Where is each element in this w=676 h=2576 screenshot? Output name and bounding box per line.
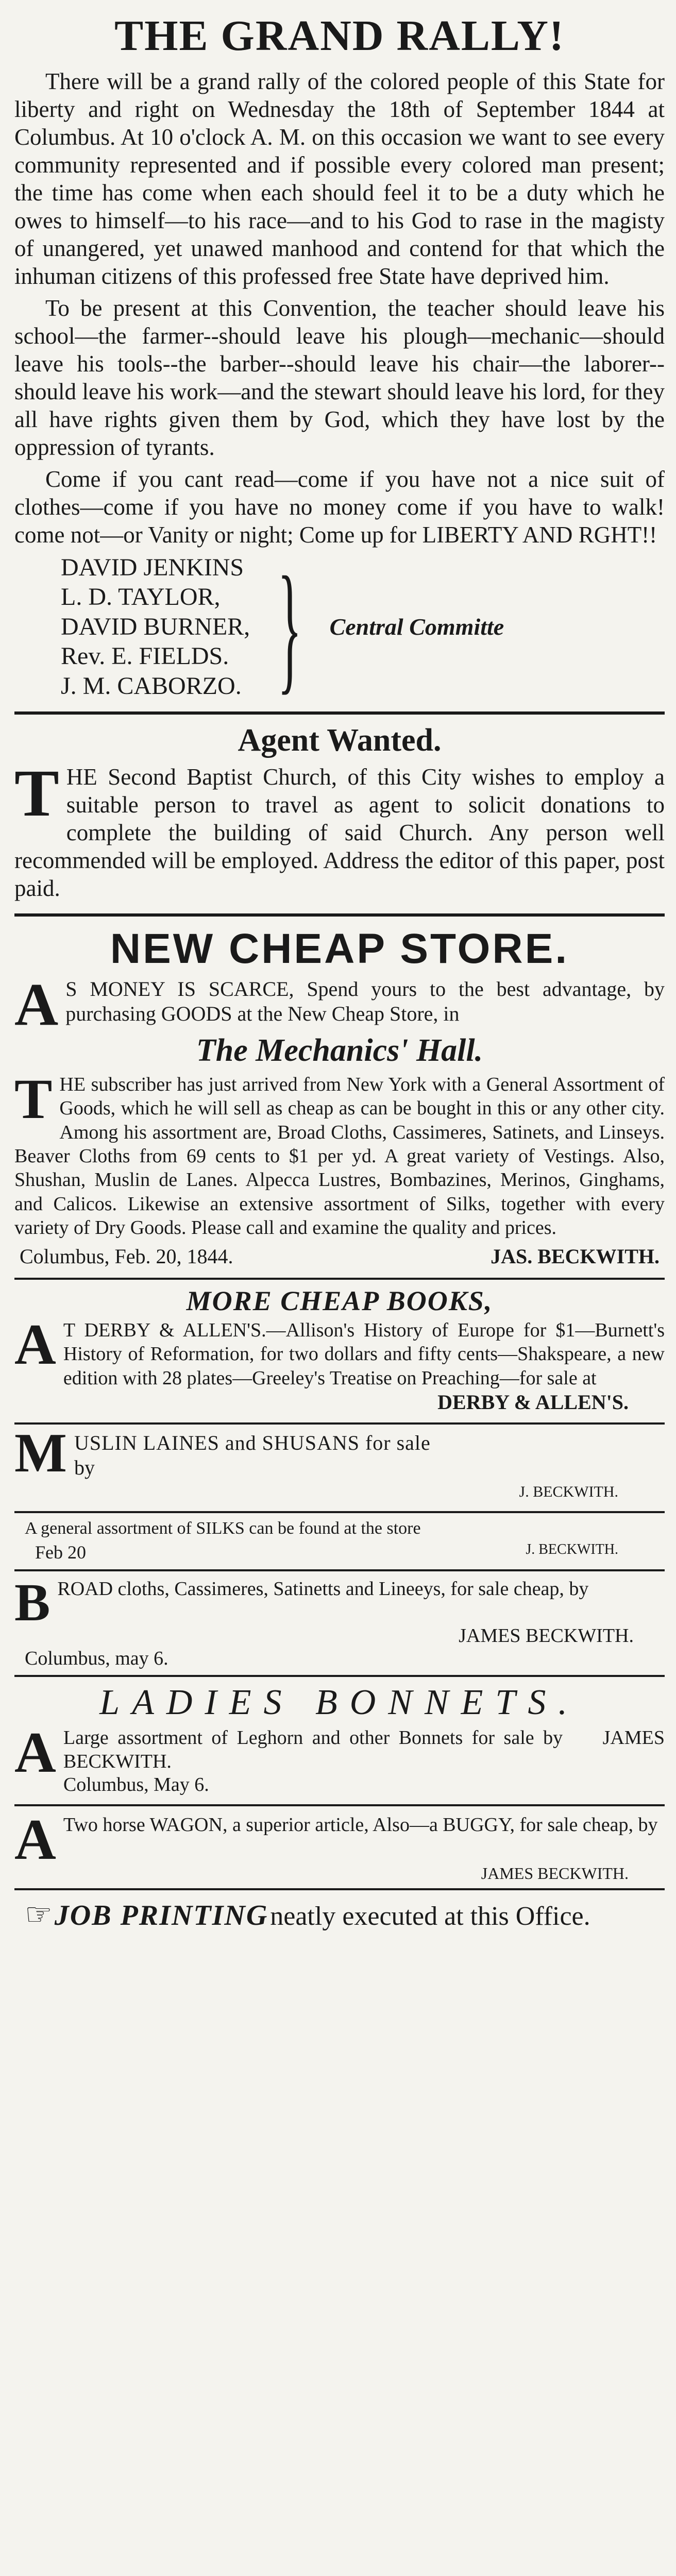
silks-body: A general assortment of SILKS can be found at the store [25, 1519, 421, 1538]
agent-text: HE Second Baptist Church, of this City wishes to employ a suitable person to travel as agent to solicit donations to complete the building of said Church. Any person well recommended will be employed. Address the editor of this paper, post paid. [14, 764, 665, 902]
broad-date: Columbus, may 6. [25, 1648, 168, 1670]
wagon-signer: JAMES BECKWITH. [481, 1864, 629, 1883]
job-printing-title: JOB PRINTING [54, 1900, 268, 1932]
muslin-line-1: USLIN LAINES and SHUSANS for sale [74, 1431, 431, 1455]
bonnets-dropcap: A [14, 1721, 56, 1785]
wagon-dropcap: A [14, 1808, 56, 1872]
silks-signer: J. BECKWITH. [526, 1541, 618, 1557]
broad-dropcap: B [14, 1572, 50, 1632]
signer-list [14, 553, 250, 701]
bonnets-signer: JAMES BECKWITH. [63, 1727, 665, 1772]
store-dropcap-t: T [14, 1067, 53, 1130]
store-body-text: HE subscriber has just arrived from New York with a General Assortment of Goods, which he will sell as cheap as can be bought in this or any other city. Among his assortment are, Broad Cloths, Cassimeres, Satinets, and Linseys. Beaver Cloths from 69 cents to $1 per yd. A great variety of Vestings. Also, Shushan, Muslin de Lanes. Alpecca Lustres, Bombazines, Merinos, Ginghams, and Calicos. Likewise an extensive assortment of Silks, together with every variety of Dry Goods. Please call and examine the quality and prices. [14, 1073, 665, 1239]
books-dropcap: A [14, 1313, 56, 1377]
broad-body [14, 1572, 665, 1632]
store-headline: NEW CHEAP STORE. [110, 925, 569, 973]
muslin-laines-ad [14, 1422, 665, 1508]
silks-date: Feb 20 [35, 1541, 86, 1563]
signer-3: DAVID BURNER, [61, 613, 250, 640]
store-intro [14, 970, 665, 1038]
brace-icon: } [277, 546, 302, 707]
rally-headline: THE GRAND RALLY! [114, 12, 565, 60]
books-headline: MORE CHEAP BOOKS, [186, 1285, 493, 1316]
wagon-body [14, 1808, 665, 1872]
ladies-bonnets-ad [14, 1677, 665, 1796]
bonnets-date: Columbus, May 6. [63, 1774, 209, 1796]
books-seller: DERBY & ALLEN'S. [437, 1391, 629, 1414]
signer-4: Rev. E. FIELDS. [61, 642, 229, 670]
books-body [14, 1313, 665, 1390]
signer-1: DAVID JENKINS [61, 553, 244, 581]
silks-footer [14, 1539, 665, 1563]
cheap-books-ad [14, 1280, 665, 1415]
signer-2: L. D. TAYLOR, [61, 583, 221, 611]
store-intro-text: S MONEY IS SCARCE, Spend yours to the best advantage, by purchasing GOODS at the New Cheap Store, in [65, 977, 665, 1025]
muslin-line-2: by [74, 1456, 95, 1480]
agent-headline: Agent Wanted. [238, 722, 442, 758]
store-body [14, 1067, 665, 1240]
rally-signatures [14, 546, 665, 707]
books-text: T DERBY & ALLEN'S.—Allison's History of Europe for $1—Burnett's History of Reformation, for two dollars and fifty cents—Shakspeare, a new edition with 28 plates—Greeley's Treatise on Preaching—for sale at [63, 1319, 665, 1389]
agent-body [14, 756, 665, 902]
rally-paragraph-1: There will be a grand rally of the colored people of this State for liberty and right on Wednesday the 18th of September 1844 at Columbus. At 10 o'clock A. M. on this occasion we want to see every community represented and if possible every colored man present; the time has come when each should feel it to be a duty which he owes to himself—to his race—and to his God to rase in the magisty of unangered, yet unawed manhood and contend for that which the inhuman citizens of this professed free State have deprived him. [14, 68, 665, 289]
store-dropcap-a: A [14, 970, 59, 1038]
broad-text: ROAD cloths, Cassimeres, Satinetts and Lineeys, for sale cheap, by [57, 1578, 589, 1600]
bonnets-headline: LADIES BONNETS. [99, 1683, 580, 1723]
rally-paragraph-2: To be present at this Convention, the teacher should leave his school—the farmer--should leave his plough—mechanic—should leave his tools--the barber--should leave his chair—the laborer--should leave his work—and the stewart should leave his lord, for they all have rights given them by God, which they have lost by the oppression of tyrants. [14, 295, 665, 460]
muslin-signer: J. BECKWITH. [519, 1483, 618, 1501]
rally-paragraph-3: Come if you cant read—come if you have not a nice suit of clothes—come if you have no money come if you have to walk! come not—or Vanity or night; Come up for LIBERTY AND RGHT!! [14, 466, 665, 548]
store-footer [14, 1244, 665, 1268]
new-cheap-store-ad [14, 917, 665, 1268]
store-dateline: Columbus, Feb. 20, 1844. [20, 1244, 233, 1268]
committee-label: Central Committe [329, 614, 504, 640]
signer-5: J. M. CABORZO. [61, 672, 242, 700]
bonnets-text: Large assortment of Leghorn and other Bonnets for sale by [63, 1727, 563, 1749]
job-printing-notice [14, 1890, 665, 1933]
broad-cloths-ad [14, 1571, 665, 1670]
broad-signer: JAMES BECKWITH. [459, 1625, 634, 1647]
store-signer: JAS. BECKWITH. [491, 1244, 660, 1268]
muslin-dropcap: M [14, 1422, 67, 1484]
agent-wanted-notice [14, 715, 665, 903]
agent-dropcap: T [14, 756, 59, 831]
wagon-ad [14, 1806, 665, 1883]
pointing-hand-icon: ☞ [25, 1896, 53, 1933]
mechanics-hall-title: The Mechanics' Hall. [196, 1033, 483, 1069]
grand-rally-notice [14, 0, 665, 707]
silks-ad [14, 1513, 665, 1563]
wagon-text: Two horse WAGON, a superior article, Also—a BUGGY, for sale cheap, by [63, 1814, 658, 1836]
job-printing-rest: neatly executed at this Office. [270, 1902, 590, 1931]
